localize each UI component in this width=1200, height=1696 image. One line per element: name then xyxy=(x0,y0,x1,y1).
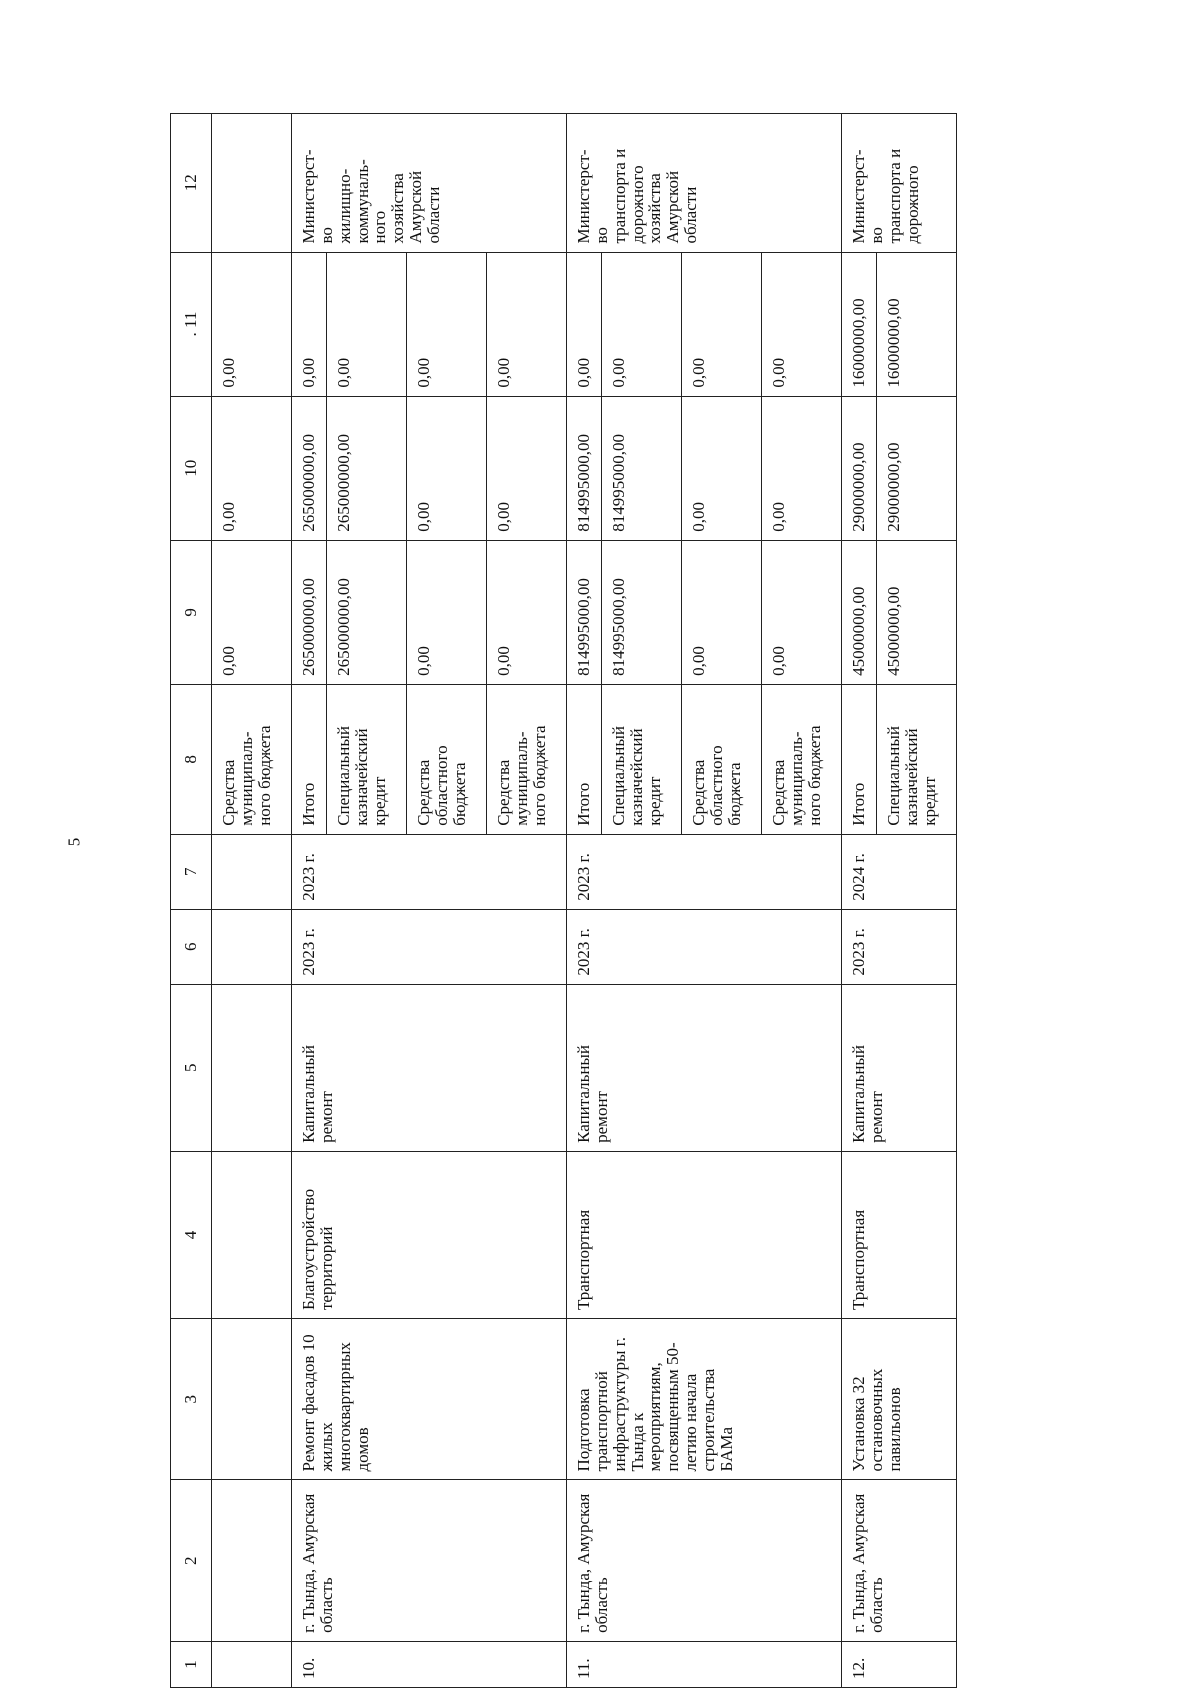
responsible-ministry: Министерст- во транспорта и дорожного хозяйства Амурской области xyxy=(567,114,842,253)
row-number: 10. xyxy=(292,1641,567,1687)
funding-source: Средства муниципаль- ного бюджета xyxy=(762,684,842,834)
column-number: 5 xyxy=(171,984,212,1151)
table-row xyxy=(292,114,327,1688)
amount-col11: 0,00 xyxy=(567,252,602,396)
row-number: 12. xyxy=(842,1641,957,1687)
start-year: 2023 г. xyxy=(842,909,957,984)
column-number: 12 xyxy=(171,114,212,253)
amount-col9: 0,00 xyxy=(682,540,762,684)
amount-col11: 16000000,00 xyxy=(842,252,877,396)
amount-col10: 0,00 xyxy=(487,396,567,540)
amount-col9: 0,00 xyxy=(407,540,487,684)
funding-source: Средства областного бюджета xyxy=(407,684,487,834)
end-year: 2023 г. xyxy=(292,834,567,909)
funding-source: Итого xyxy=(842,684,877,834)
amount-col9: 265000000,00 xyxy=(327,540,407,684)
amount-col11: 0,00 xyxy=(487,252,567,396)
responsible-ministry: Министерст- во жилищно- коммуналь- ного хозяйства Амурской области xyxy=(292,114,567,253)
amount-col10: 814995000,00 xyxy=(567,396,602,540)
amount-col11: 16000000,00 xyxy=(877,252,957,396)
funding-source: Специальный казначейский кредит xyxy=(602,684,682,834)
row-number: 11. xyxy=(567,1641,842,1687)
amount-col10: 0,00 xyxy=(407,396,487,540)
table-cell xyxy=(212,909,292,984)
amount-col11: 0,00 xyxy=(327,252,407,396)
table-cell xyxy=(212,1480,292,1641)
amount-col11: 0,00 xyxy=(762,252,842,396)
project-name: Установка 32 остановочных павильонов xyxy=(842,1319,957,1480)
amount-col10: 0,00 xyxy=(212,396,292,540)
funding-source: Специальный казначейский кредит xyxy=(327,684,407,834)
funding-source: Средства муниципаль- ного бюджета xyxy=(212,684,292,834)
amount-col9: 0,00 xyxy=(212,540,292,684)
table-cell xyxy=(212,984,292,1151)
table-row xyxy=(842,114,877,1688)
infrastructure-type: Благоустройство территорий xyxy=(292,1151,567,1318)
project-name: Ремонт фасадов 10 жилых многоквартирных домов xyxy=(292,1319,567,1480)
column-number: 4 xyxy=(171,1151,212,1318)
start-year: 2023 г. xyxy=(292,909,567,984)
infrastructure-type: Транспортная xyxy=(842,1151,957,1318)
column-number: 6 xyxy=(171,909,212,984)
column-number: . 11 xyxy=(171,252,212,396)
location: г. Тында, Амурская область xyxy=(842,1480,957,1641)
location: г. Тында, Амурская область xyxy=(292,1480,567,1641)
amount-col11: 0,00 xyxy=(682,252,762,396)
location: г. Тында, Амурская область xyxy=(567,1480,842,1641)
amount-col9: 45000000,00 xyxy=(877,540,957,684)
column-number: 8 xyxy=(171,684,212,834)
column-number: 7 xyxy=(171,834,212,909)
funding-source: Средства областного бюджета xyxy=(682,684,762,834)
table-row xyxy=(567,114,602,1688)
amount-col10: 265000000,00 xyxy=(292,396,327,540)
amount-col10: 265000000,00 xyxy=(327,396,407,540)
infrastructure-type: Транспортная xyxy=(567,1151,842,1318)
amount-col11: 0,00 xyxy=(602,252,682,396)
funding-source: Итого xyxy=(292,684,327,834)
amount-col9: 265000000,00 xyxy=(292,540,327,684)
column-number: 1 xyxy=(171,1641,212,1687)
amount-col11: 0,00 xyxy=(292,252,327,396)
amount-col10: 29000000,00 xyxy=(877,396,957,540)
table-cell xyxy=(212,834,292,909)
work-type: Капитальный ремонт xyxy=(567,984,842,1151)
end-year: 2024 г. xyxy=(842,834,957,909)
column-number-row xyxy=(171,114,212,1688)
work-type: Капитальный ремонт xyxy=(842,984,957,1151)
table-cell xyxy=(212,1641,292,1687)
end-year: 2023 г. xyxy=(567,834,842,909)
amount-col9: 45000000,00 xyxy=(842,540,877,684)
rotated-table-container xyxy=(170,88,1080,1688)
amount-col9: 814995000,00 xyxy=(602,540,682,684)
amount-col9: 0,00 xyxy=(487,540,567,684)
amount-col11: 0,00 xyxy=(212,252,292,396)
table-cell xyxy=(212,1151,292,1318)
amount-col10: 814995000,00 xyxy=(602,396,682,540)
amount-col9: 0,00 xyxy=(762,540,842,684)
start-year: 2023 г. xyxy=(567,909,842,984)
table-cell xyxy=(212,1319,292,1480)
amount-col10: 0,00 xyxy=(762,396,842,540)
amount-col9: 814995000,00 xyxy=(567,540,602,684)
financing-table xyxy=(170,113,957,1688)
amount-col11: 0,00 xyxy=(407,252,487,396)
funding-source: Средства муниципаль- ного бюджета xyxy=(487,684,567,834)
carryover-row xyxy=(212,114,292,1688)
funding-source: Итого xyxy=(567,684,602,834)
page-number: 5 xyxy=(64,837,84,847)
funding-source: Специальный казначейский кредит xyxy=(877,684,957,834)
column-number: 2 xyxy=(171,1480,212,1641)
project-name: Подготовка транспортной инфраструктуры г. Тында к мероприятиям, посвященным 50-летию начала строительства БАМа xyxy=(567,1319,842,1480)
table-cell xyxy=(212,114,292,253)
work-type: Капитальный ремонт xyxy=(292,984,567,1151)
column-number: 3 xyxy=(171,1319,212,1480)
column-number: 9 xyxy=(171,540,212,684)
responsible-ministry: Министерст- во транспорта и дорожного xyxy=(842,114,957,253)
amount-col10: 0,00 xyxy=(682,396,762,540)
column-number: 10 xyxy=(171,396,212,540)
amount-col10: 29000000,00 xyxy=(842,396,877,540)
